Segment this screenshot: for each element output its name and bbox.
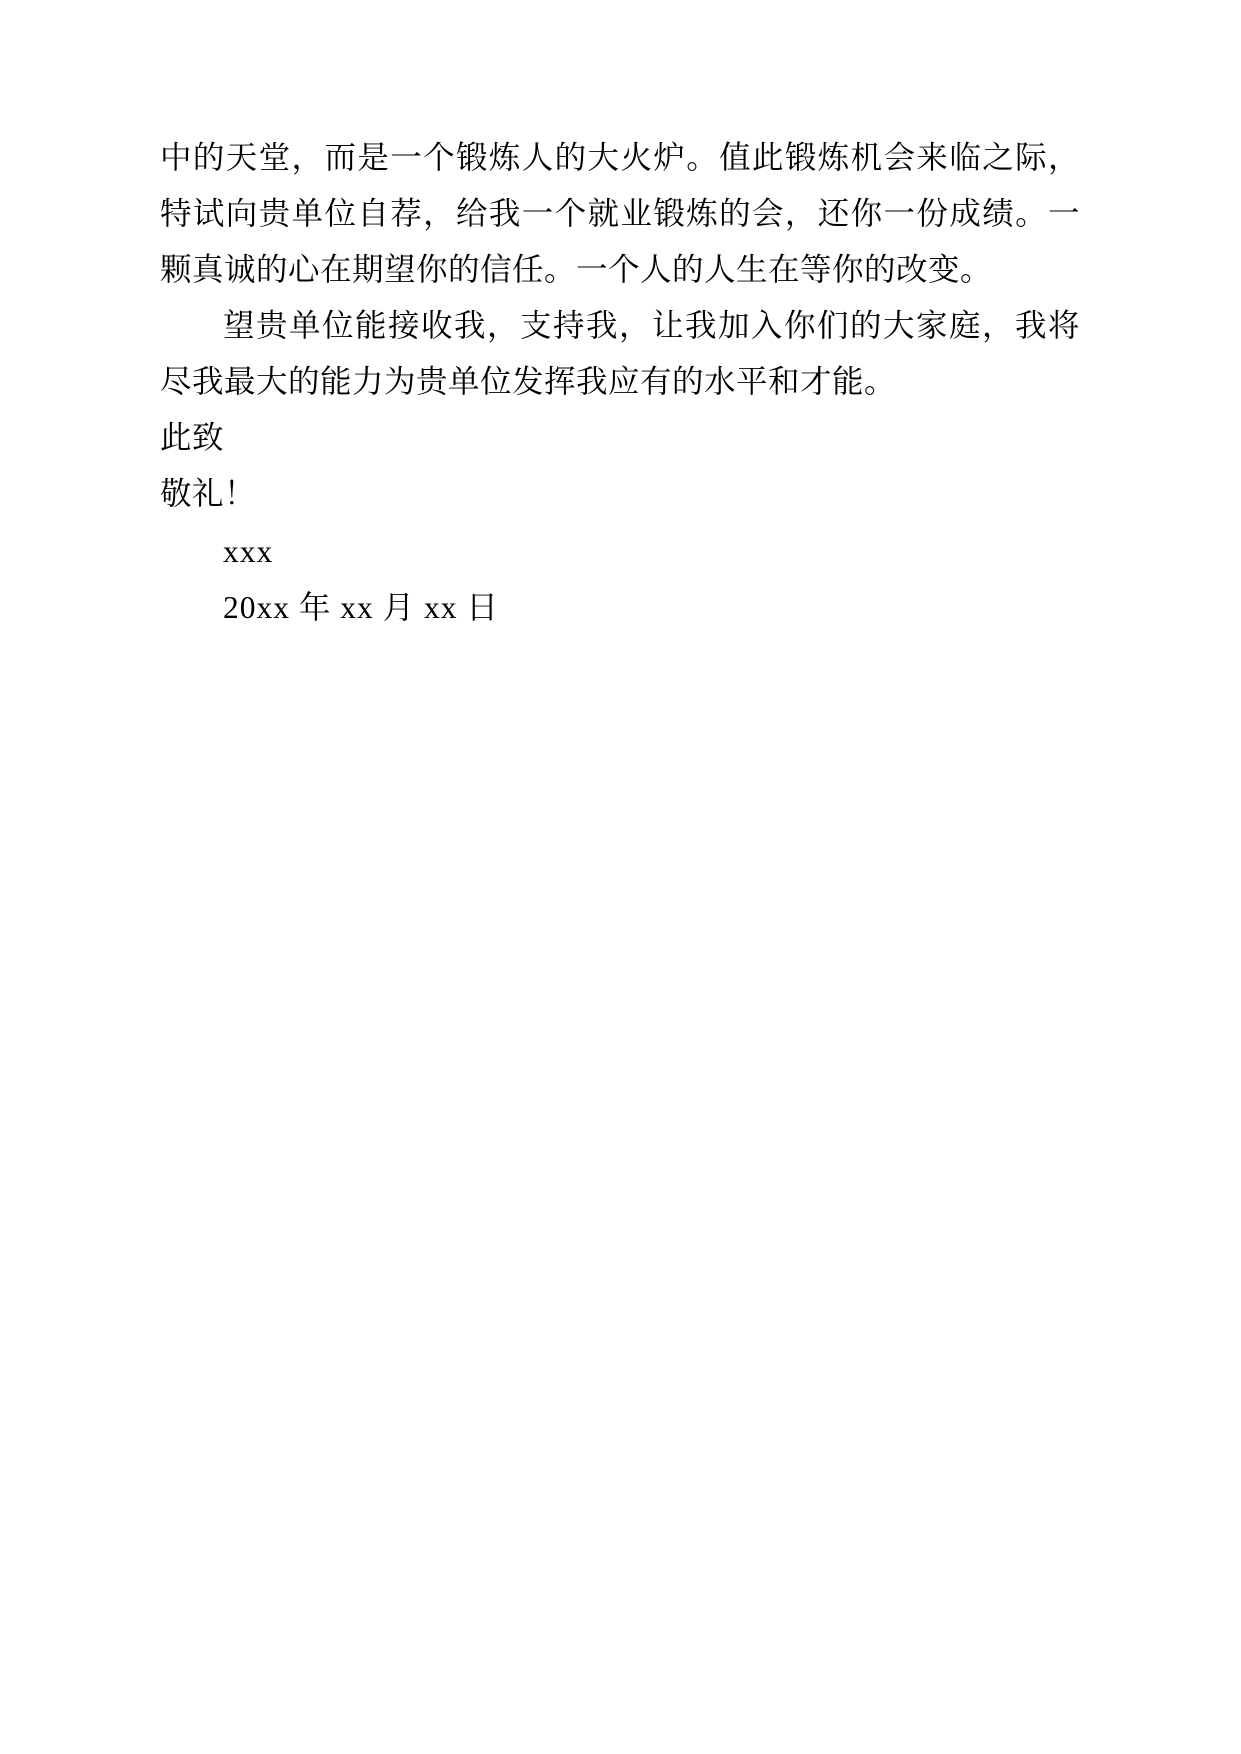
- closing-salutation-first: 此致: [160, 420, 225, 455]
- paragraph-continued: 中的天堂，而是一个锻炼人的大火炉。值此锻炼机会来临之际，特试向贵单位自荐，给我一个就业锻炼的会，还你一份成绩。一颗真诚的心在期望你的信任。一个人的人生在等你的改变。: [160, 140, 1080, 287]
- closing-salutation-second: 敬礼！: [160, 476, 257, 511]
- paragraph-request: 望贵单位能接收我，支持我，让我加入你们的大家庭，我将尽我最大的能力为贵单位发挥我应有的水平和才能。: [160, 308, 1080, 399]
- signature-name: xxx: [223, 534, 274, 569]
- document-body: [160, 130, 1080, 636]
- signature-date: 20xx 年 xx 月 xx 日: [223, 590, 499, 625]
